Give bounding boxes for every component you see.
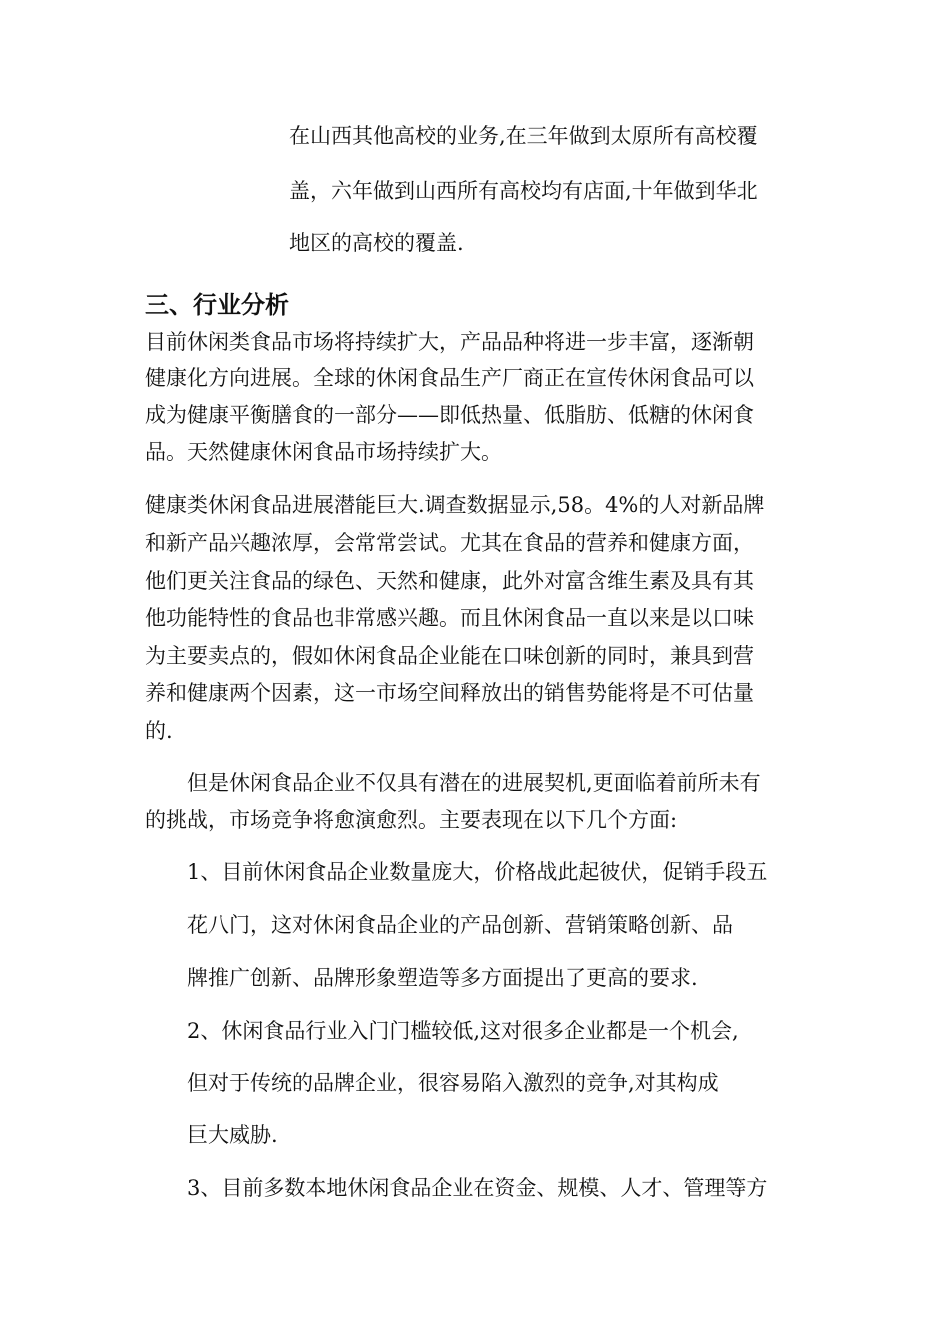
text-line: 花八门，这对休闲食品企业的产品创新、营销策略创新、品 <box>187 913 733 937</box>
text-line: 巨大威胁. <box>187 1123 278 1147</box>
text-line: 和新产品兴趣浓厚，会常常尝试。尤其在食品的营养和健康方面， <box>145 531 754 555</box>
text-line: 健康类休闲食品进展潜能巨大.调查数据显示,58。4%的人对新品牌 <box>145 493 765 517</box>
text-line: 地区的高校的覆盖. <box>289 231 464 255</box>
text-line: 牌推广创新、品牌形象塑造等多方面提出了更高的要求. <box>187 966 698 990</box>
text-line: 他功能特性的食品也非常感兴趣。而且休闲食品一直以来是以口味 <box>145 606 754 630</box>
text-line: 2、休闲食品行业入门门槛较低,这对很多企业都是一个机会, <box>187 1019 739 1043</box>
text-line: 但对于传统的品牌企业，很容易陷入激烈的竞争,对其构成 <box>187 1071 719 1095</box>
text-line: 成为健康平衡膳食的一部分——即低热量、低脂肪、低糖的休闲食 <box>145 403 754 427</box>
text-line: 他们更关注食品的绿色、天然和健康，此外对富含维生素及具有其 <box>145 569 754 593</box>
text-line: 为主要卖点的，假如休闲食品企业能在口味创新的同时，兼具到营 <box>145 644 754 668</box>
text-line: 健康化方向进展。全球的休闲食品生产厂商正在宣传休闲食品可以 <box>145 366 754 390</box>
text-line: 但是休闲食品企业不仅具有潜在的进展契机,更面临着前所未有 <box>187 771 761 795</box>
text-line: 目前休闲类食品市场将持续扩大，产品品种将进一步丰富，逐渐朝 <box>145 330 754 354</box>
text-line: 品。天然健康休闲食品市场持续扩大。 <box>145 440 502 464</box>
section-heading: 三、行业分析 <box>145 291 289 319</box>
text-line: 的. <box>145 719 173 743</box>
text-line: 养和健康两个因素，这一市场空间释放出的销售势能将是不可估量 <box>145 681 754 705</box>
text-line: 3、目前多数本地休闲食品企业在资金、规模、人才、管理等方 <box>187 1176 768 1200</box>
text-line: 在山西其他高校的业务,在三年做到太原所有高校覆 <box>289 124 758 148</box>
text-line: 盖，六年做到山西所有高校均有店面,十年做到华北 <box>289 179 758 203</box>
text-line: 1、目前休闲食品企业数量庞大，价格战此起彼伏，促销手段五 <box>187 860 768 884</box>
text-line: 的挑战，市场竞争将愈演愈烈。主要表现在以下几个方面: <box>145 808 678 832</box>
